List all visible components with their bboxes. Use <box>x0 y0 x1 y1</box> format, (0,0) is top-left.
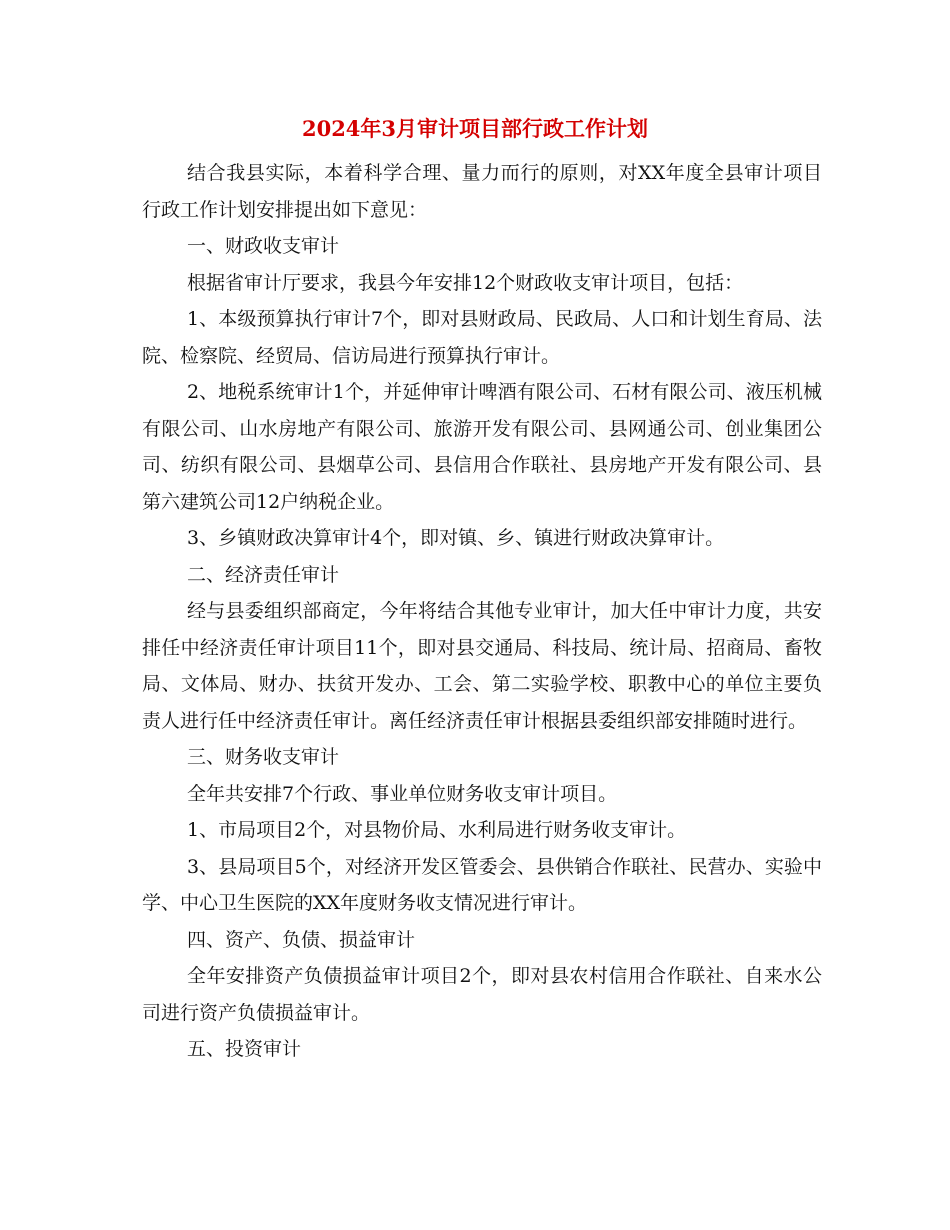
body-paragraph: 3、乡镇财政决算审计4个，即对镇、乡、镇进行财政决算审计。 <box>187 527 725 549</box>
section-heading-financial: 三、财务收支审计 <box>187 746 340 768</box>
intro-paragraph: 结合我县实际，本着科学合理、量力而行的原则，对XX年度全县审计项目行政工作计划安排提出如下意见： <box>142 162 822 221</box>
section-heading-economic-responsibility: 二、经济责任审计 <box>187 563 340 586</box>
body-paragraph: 1、市局项目2个，对县物价局、水利局进行财务收支审计。 <box>187 819 687 841</box>
section-heading-assets: 四、资产、负债、损益审计 <box>187 928 416 951</box>
body-paragraph: 全年共安排7个行政、事业单位财务收支审计项目。 <box>187 782 618 805</box>
body-paragraph: 1、本级预算执行审计7个，即对县财政局、民政局、人口和计划生育局、法院、检察院、经贸局、信访局进行预算执行审计。 <box>142 308 822 367</box>
body-paragraph: 经与县委组织部商定，今年将结合其他专业审计，加大任中审计力度，共安排任中经济责任审计项目11个，即对县交通局、科技局、统计局、招商局、畜牧局、文体局、财办、扶贫开发办、工会、第二实验学校、职教中心的单位主要负责人进行任中经济责任审计。离任经济责任审计根据县委组织部安排随时进行。 <box>142 600 822 732</box>
document-body <box>142 155 822 1068</box>
body-paragraph: 3、县局项目5个，对经济开发区管委会、县供销合作联社、民营办、实验中学、中心卫生医院的XX年度财务收支情况进行审计。 <box>142 855 822 914</box>
body-paragraph: 2、地税系统审计1个，并延伸审计啤酒有限公司、石材有限公司、液压机械有限公司、山水房地产有限公司、旅游开发有限公司、县网通公司、创业集团公司、纺织有限公司、县烟草公司、县信用合作联社、县房地产开发有限公司、县第六建筑公司12户纳税企业。 <box>142 381 822 513</box>
section-heading-fiscal: 一、财政收支审计 <box>187 235 340 257</box>
document-title: 2024年3月审计项目部行政工作计划 <box>301 116 649 141</box>
body-paragraph: 全年安排资产负债损益审计项目2个，即对县农村信用合作联社、自来水公司进行资产负债损益审计。 <box>142 965 822 1024</box>
section-heading-investment: 五、投资审计 <box>187 1038 302 1060</box>
body-paragraph: 根据省审计厅要求，我县今年安排12个财政收支审计项目，包括： <box>187 271 744 294</box>
